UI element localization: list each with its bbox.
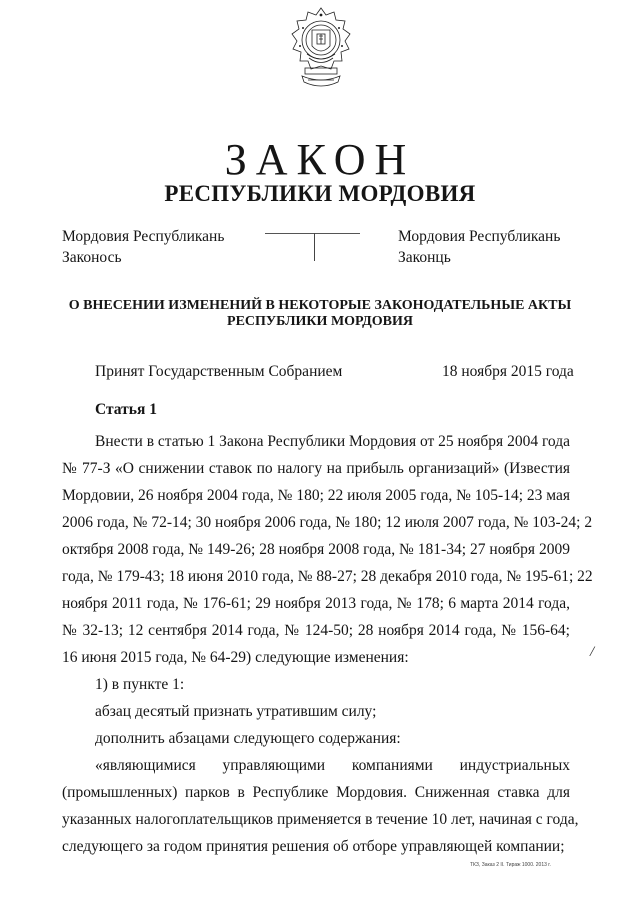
item-line: абзац десятый признать утратившим силу; [95, 703, 377, 720]
adoption-text: Принят Государственным Собранием [95, 363, 343, 380]
erzya-right-line: Законць [398, 249, 451, 266]
erzya-left-line: Законось [62, 249, 122, 266]
item-line: 1) в пункте 1: [95, 676, 185, 693]
law-heading-line: РЕСПУБЛИКИ МОРДОВИЯ [227, 314, 413, 329]
document-subtitle: РЕСПУБЛИКИ МОРДОВИЯ [164, 181, 476, 206]
erzya-title-right [398, 226, 560, 268]
law-heading-line: О ВНЕСЕНИИ ИЗМЕНЕНИЙ В НЕКОТОРЫЕ ЗАКОНОДАТЕЛЬНЫЕ АКТЫ [68, 298, 572, 313]
quote-line: «являющимися управляющими компаниями индустриальных [95, 757, 570, 774]
body-line: 2006 года, № 72-14; 30 ноября 2006 года, № 180; 12 июля 2007 года, № 103-24; 2 [62, 514, 593, 531]
body-line: ноября 2011 года, № 176-61; 29 ноября 2013 года, № 178; 6 марта 2014 года, [62, 595, 570, 612]
erzya-right-line: Мордовия Республикань [398, 228, 561, 245]
handwritten-mark: / [590, 644, 595, 660]
separator-line [265, 233, 360, 234]
article-heading: Статья 1 [95, 401, 157, 418]
erzya-left-line: Мордовия Республикань [62, 228, 225, 245]
body-line: № 32-13; 12 сентября 2014 года, № 124-50; 28 ноября 2014 года, № 156-64; [62, 622, 570, 639]
body-line: № 77-З «О снижении ставок по налогу на прибыль организаций» (Известия [62, 460, 570, 477]
law-heading [0, 298, 640, 330]
body-line: Внести в статью 1 Закона Республики Мордовия от 25 ноября 2004 года [95, 433, 570, 450]
quote-line: указанных налогоплательщиков применяется в течение 10 лет, начиная с года, [62, 811, 579, 828]
quote-line: (промышленных) парков в Республике Мордовия. Сниженная ставка для [62, 784, 570, 801]
body-line: Мордовии, 26 ноября 2004 года, № 180; 22 июля 2005 года, № 105-14; 23 мая [62, 487, 570, 504]
body-line: октября 2008 года, № 149-26; 28 ноября 2008 года, № 181-34; 27 ноября 2009 [62, 541, 570, 558]
item-line: дополнить абзацами следующего содержания: [95, 730, 401, 747]
coat-of-arms-icon [290, 6, 352, 98]
erzya-title-left [62, 226, 224, 268]
body-line: 16 июня 2015 года, № 64-29) следующие изменения: [62, 649, 409, 666]
body-line: года, № 179-43; 18 июня 2010 года, № 88-27; 28 декабря 2010 года, № 195-61; 22 [62, 568, 593, 585]
separator-post [314, 233, 315, 261]
document-title: ЗАКОН [224, 135, 416, 184]
quote-line: следующего за годом принятия решения об отборе управляющей компании; [62, 838, 565, 855]
print-footer: ТКЗ, Заказ 2 II. Тираж 1000. 2013 г. [470, 862, 551, 868]
adoption-date: 18 ноября 2015 года [442, 363, 574, 380]
